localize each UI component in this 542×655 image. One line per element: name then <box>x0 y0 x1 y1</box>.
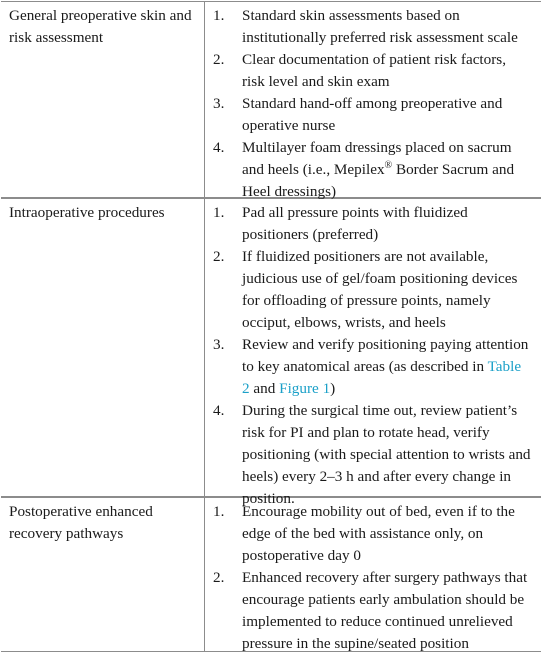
item-text <box>242 137 531 203</box>
item-text-part: ) <box>330 380 336 397</box>
numbered-list <box>213 501 531 655</box>
list-item <box>213 567 531 655</box>
table-row <box>1 498 541 652</box>
row-items <box>205 2 541 200</box>
item-number: 3. <box>213 95 225 112</box>
list-item <box>213 501 531 567</box>
item-number: 4. <box>213 139 225 156</box>
item-number: 2. <box>213 569 225 586</box>
numbered-list <box>213 5 531 203</box>
row-label: Intraoperative procedures <box>1 199 205 496</box>
item-text: During the surgical time out, review patient’s risk for PI and plan to rotate head, verify positioning (with special attention to wrists and heels) every 2–3 h and after every change in position. <box>242 402 531 507</box>
list-item <box>213 5 531 49</box>
table-row <box>1 2 541 199</box>
list-item <box>213 202 531 246</box>
list-item <box>213 246 531 334</box>
item-text <box>242 334 531 400</box>
item-text-part: Multilayer foam dressings placed on sacrum and heels (i.e., Mepilex <box>242 139 512 178</box>
item-number: 1. <box>213 503 225 520</box>
item-number: 2. <box>213 51 225 68</box>
item-number: 1. <box>213 7 225 24</box>
item-number: 2. <box>213 248 225 265</box>
item-text-part: Review and verify positioning paying attention to key anatomical areas (as described in <box>242 336 529 375</box>
item-text: Clear documentation of patient risk factors, risk level and skin exam <box>242 51 507 90</box>
list-item <box>213 49 531 93</box>
item-text: Standard skin assessments based on institutionally preferred risk assessment scale <box>242 7 518 46</box>
list-item <box>213 334 531 400</box>
item-text: Enhanced recovery after surgery pathways that encourage patients early ambulation should be implemented to reduce continued unrelieved pressure in the supine/seated position <box>242 569 528 652</box>
item-number: 3. <box>213 336 225 353</box>
list-item <box>213 400 531 510</box>
table-2-link[interactable]: Table 2 <box>242 358 522 397</box>
registered-mark: ® <box>384 159 393 171</box>
list-item <box>213 93 531 137</box>
row-items <box>205 199 541 507</box>
row-label: General preoperative skin and risk assessment <box>1 2 205 197</box>
row-label: Postoperative enhanced recovery pathways <box>1 498 205 651</box>
item-number: 4. <box>213 402 225 419</box>
item-text-part: Border Sacrum and Heel dressings) <box>242 161 515 200</box>
recommendations-table <box>1 1 541 652</box>
row-items <box>205 498 541 651</box>
item-text: Encourage mobility out of bed, even if to the edge of the bed with assistance only, on postoperative day 0 <box>242 503 515 564</box>
table-row <box>1 199 541 507</box>
item-number: 1. <box>213 204 225 221</box>
item-text: Pad all pressure points with fluidized positioners (preferred) <box>242 204 468 243</box>
item-text: If fluidized positioners are not available, judicious use of gel/foam positioning devices for offloading of pressure points, namely occiput, elbows, wrists, and heels <box>242 248 518 331</box>
numbered-list <box>213 202 531 510</box>
item-text-part: and <box>249 380 280 397</box>
item-text: Standard hand-off among preoperative and operative nurse <box>242 95 503 134</box>
list-item <box>213 137 531 203</box>
figure-1-link[interactable]: Figure 1 <box>279 380 331 397</box>
